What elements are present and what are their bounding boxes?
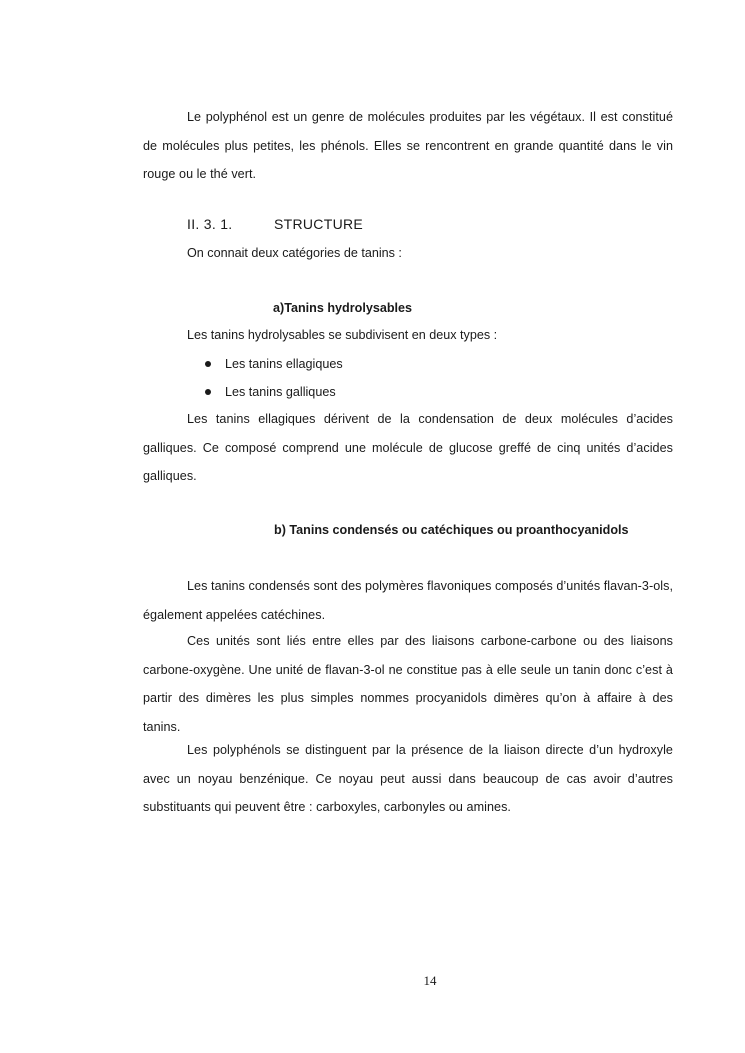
section-title: STRUCTURE (274, 216, 364, 232)
paragraph-condenses: Les tanins condensés sont des polymères flavoniques composés d’unités flavan-3-ols, également appelées catéchines. (143, 579, 673, 622)
subsection-a-title: a)Tanins hydrolysables (273, 301, 413, 315)
section-number: II. 3. 1. (187, 216, 233, 232)
list-item-text: Les tanins galliques (225, 385, 336, 399)
paragraph-intro: Le polyphénol est un genre de molécules produites par les végétaux. Il est constitué de molécules plus petites, les phénols. Elles se rencontrent en grande quantité dans le vin rouge ou le thé vert. (143, 110, 673, 181)
subsection-b-title: b) Tanins condensés ou catéchiques ou proanthocyanidols (274, 523, 629, 537)
list-item (205, 355, 343, 373)
subsection-a-intro-line: Les tanins hydrolysables se subdivisent en deux types : (187, 328, 498, 342)
page-number: 14 (423, 973, 437, 988)
list-item-text: Les tanins ellagiques (225, 357, 343, 371)
section-intro-line: On connait deux catégories de tanins : (187, 246, 402, 260)
paragraph-ellagiques: Les tanins ellagiques dérivent de la condensation de deux molécules d’acides galliques. Ce composé comprend une molécule de glucose greffé de cinq unités d’acides galliques. (143, 412, 673, 483)
list-item (205, 383, 336, 401)
bullet-icon (205, 389, 211, 395)
bullet-icon (205, 361, 211, 367)
paragraph-polyphenols: Les polyphénols se distinguent par la présence de la liaison directe d’un hydroxyle avec un noyau benzénique. Ce noyau peut aussi dans beaucoup de cas avoir d’autres substituants qui peuvent être : carboxyles, carbonyles ou amines. (143, 743, 673, 814)
paragraph-unites: Ces unités sont liés entre elles par des liaisons carbone-carbone ou des liaisons carbone-oxygène. Une unité de flavan-3-ol ne constitue pas à elle seule un tanin donc c’est à partir des dimères les plus simples nommes procyanidols dimères qu’on à affaire à des tanins. (143, 634, 673, 734)
